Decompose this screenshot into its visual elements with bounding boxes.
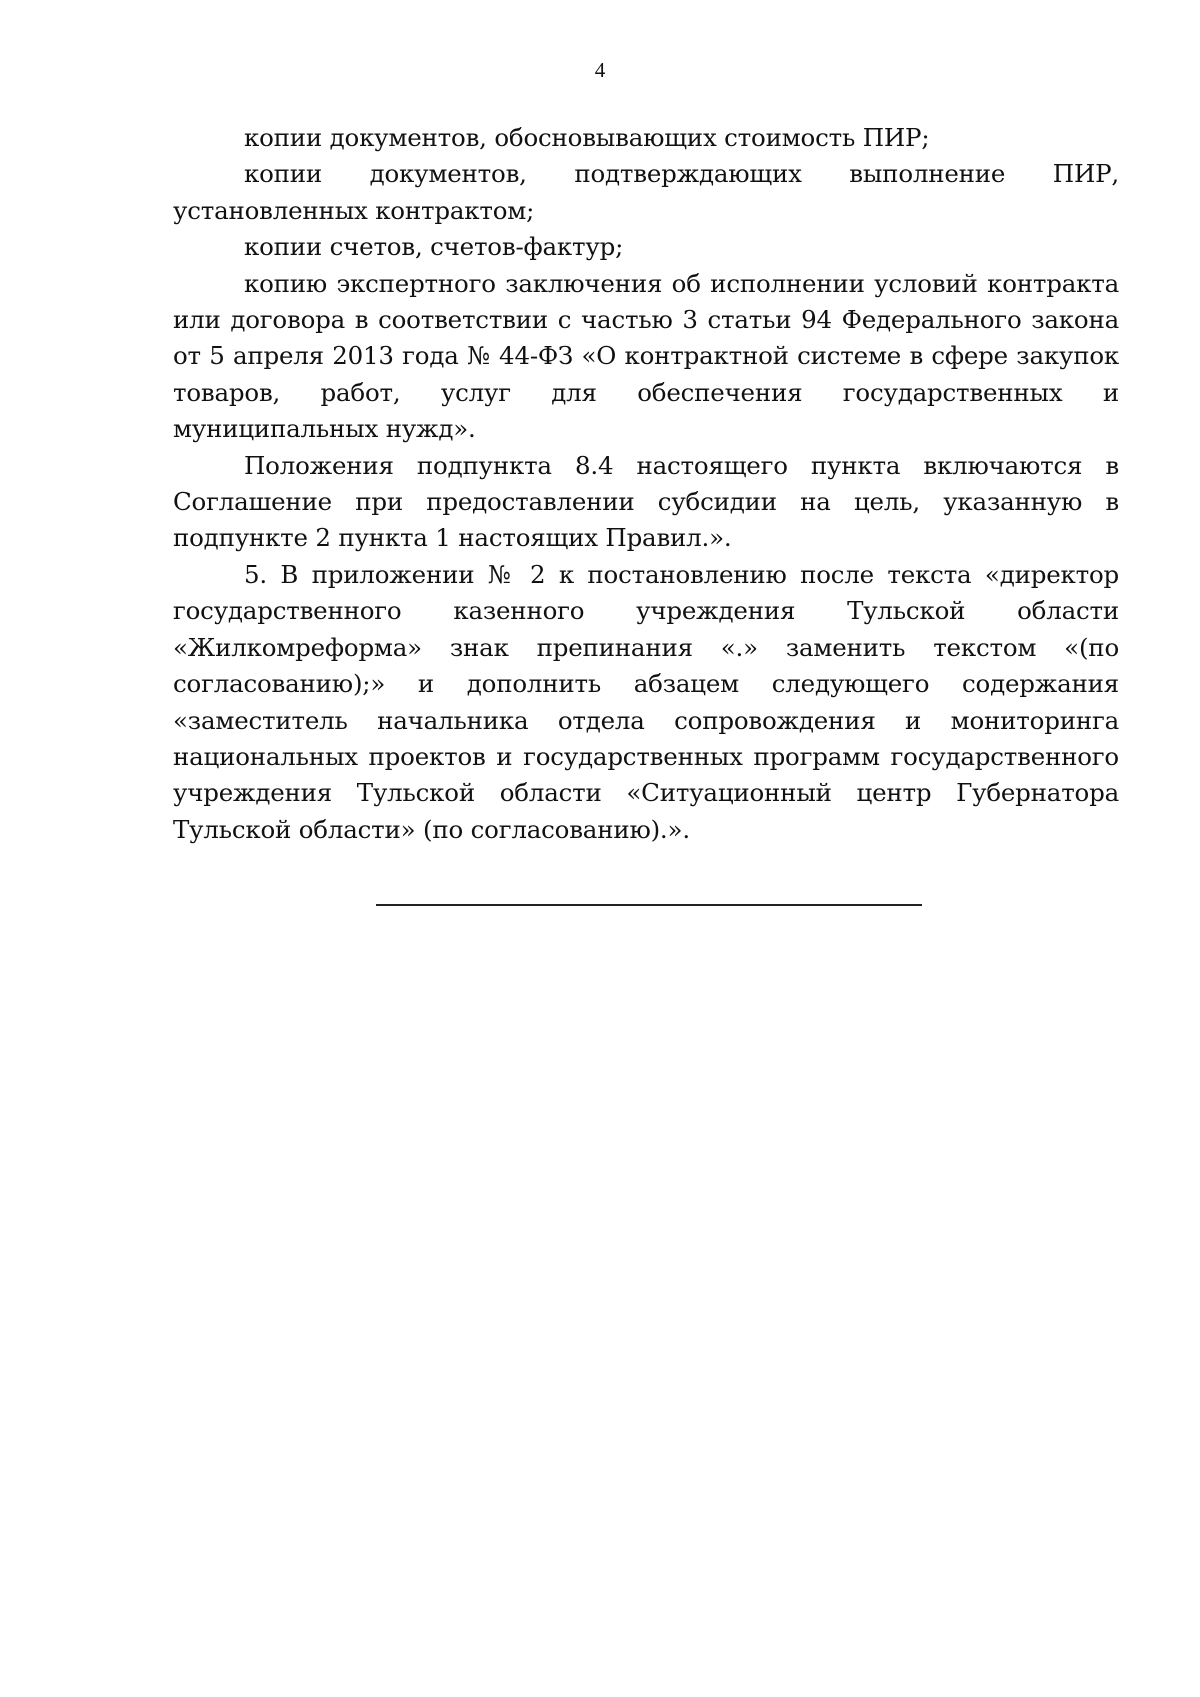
paragraph-appendix-amendment: 5. В приложении № 2 к постановлению после текста «директор государственного казенного учреждения Тульской области «Жилкомреформа» знак препинания «.» заменить текстом «(по согласованию);» и дополнить абзацем следующего содержания «заместитель начальника отдела сопровождения и мониторинга национальных проектов и государственных программ государственного учреждения Тульской области «Ситуационный центр Губернатора Тульской области» (по согласованию).».	[173, 559, 1119, 844]
paragraph-expert-conclusion: копию экспертного заключения об исполнении условий контракта или договора в соответствии с частью 3 статьи 94 Федерального закона от 5 апреля 2013 года № 44-ФЗ «О контрактной системе в сфере закупок товаров, работ, услуг для обеспечения государственных и муниципальных нужд».	[173, 268, 1119, 444]
paragraph-invoices: копии счетов, счетов-фактур;	[244, 232, 624, 262]
paragraph-provisions: Положения подпункта 8.4 настоящего пункта включаются в Соглашение при предоставлении субсидии на цель, указанную в подпункте 2 пункта 1 настоящих Правил.».	[173, 450, 1119, 553]
end-divider	[376, 904, 922, 906]
page-number: 4	[594, 58, 606, 82]
paragraph-cost-documents: копии документов, обосновывающих стоимость ПИР;	[244, 123, 930, 152]
document-body	[173, 120, 1119, 848]
paragraph-completion-documents: копии документов, подтверждающих выполнение ПИР, установленных контрактом;	[173, 159, 1119, 225]
